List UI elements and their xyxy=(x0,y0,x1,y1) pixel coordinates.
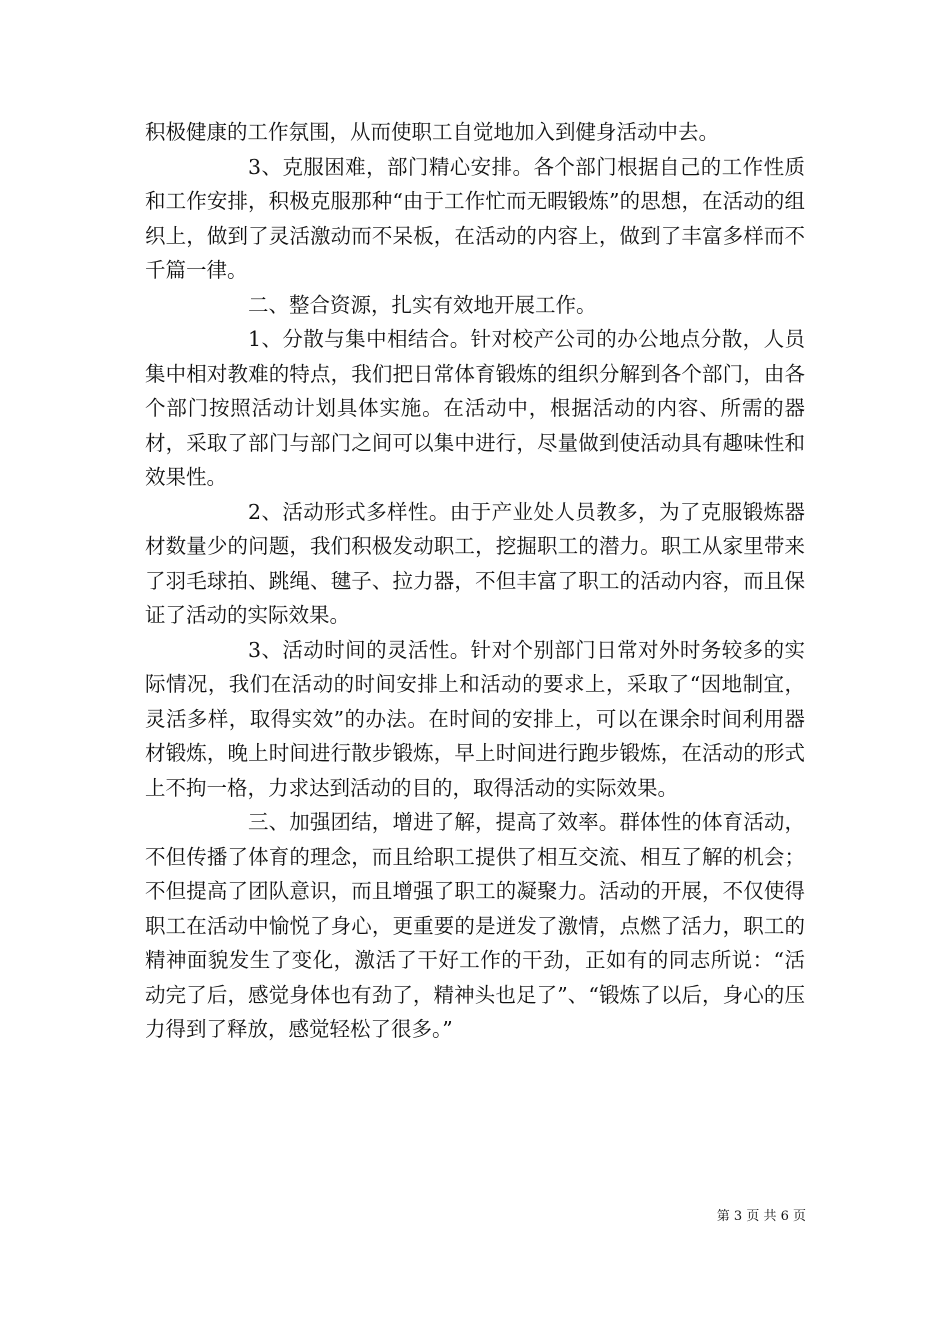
section-heading-3: 三、加强团结，增进了解，提高了效率。群体性的体育活动，不但传播了体育的理念，而且给职工提供了相互交流、相互了解的机会；不但提高了团队意识，而且增强了职工的凝聚力。活动的开展，不仅使得职工在活动中愉悦了身心，更重要的是迸发了激情，点燃了活力，职工的精神面貌发生了变化，激活了干好工作的干劲，正如有的同志所说：“活动完了后，感觉身体也有劲了，精神头也足了”、“锻炼了以后，身心的压力得到了释放，感觉轻松了很多。” xyxy=(145,810,805,1041)
page-number-footer: 第 3 页 共 6 页 xyxy=(716,1209,806,1224)
document-body xyxy=(145,115,805,1047)
paragraph-flexible-time: 3、活动时间的灵活性。针对个别部门日常对外时务较多的实际情况，我们在活动的时间安排上和活动的要求上，采取了“因地制宜，灵活多样，取得实效”的办法。在时间的安排上，可以在课余时间利用器材锻炼，晚上时间进行散步锻炼，早上时间进行跑步锻炼，在活动的形式上不拘一格，力求达到活动的目的，取得活动的实际效果。 xyxy=(145,637,805,800)
paragraph-dispersed-and-concentrated: 1、分散与集中相结合。针对校产公司的办公地点分散，人员集中相对教难的特点，我们把日常体育锻炼的组织分解到各个部门，由各个部门按照活动计划具体实施。在活动中，根据活动的内容、所需的器材，采取了部门与部门之间可以集中进行，尽量做到使活动具有趣味性和效果性。 xyxy=(145,327,805,489)
paragraph-overcome-difficulties: 3、克服困难，部门精心安排。各个部门根据自己的工作性质和工作安排，积极克服那种“由于工作忙而无暇锻炼”的思想，在活动的组织上，做到了灵活激动而不呆板，在活动的内容上，做到了丰富多样而不千篇一律。 xyxy=(145,154,805,282)
section-heading-2: 二、整合资源，扎实有效地开展工作。 xyxy=(248,292,597,317)
paragraph-diverse-activities: 2、活动形式多样性。由于产业处人员教多，为了克服锻炼器材数量少的问题，我们积极发动职工，挖掘职工的潜力。职工从家里带来了羽毛球拍、跳绳、毽子、拉力器，不但丰富了职工的活动内容，而且保证了活动的实际效果。 xyxy=(145,499,805,627)
paragraph-continuation: 积极健康的工作氛围，从而使职工自觉地加入到健身活动中去。 xyxy=(145,120,719,144)
